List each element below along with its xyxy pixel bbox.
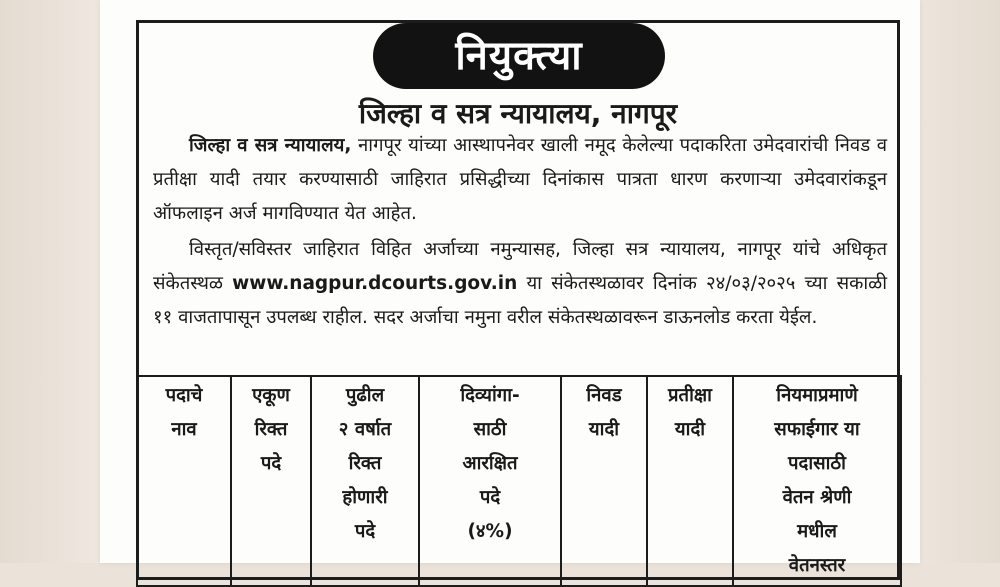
- paragraph-1-body: नागपूर यांच्या आस्थापनेवर खाली नमूद केलेल्या पदाकरिता उमेदवारांची निवड व प्रतीक्षा यादी तयार करण्यासाठी जाहिरात प्रसिद्धीच्या दिनांकास पात्रता धारण करणाऱ्या उमेदवारांकडून ऑफलाइन अर्ज मागविण्यात येत आहेत.: [153, 135, 887, 224]
- notice-heading: नियुक्त्या: [373, 23, 665, 89]
- table-header-row: [137, 376, 901, 586]
- newspaper-clipping: [100, 0, 920, 576]
- posts-table: [136, 375, 902, 587]
- notice-paragraph-1: [153, 129, 887, 231]
- paragraph-2-before: विस्तृत/सविस्तर जाहिरात विहित अर्जाच्या नमुन्यासह, जिल्हा सत्र न्यायालय, नागपूर यांचे अधिकृत संकेतस्थळ: [153, 239, 887, 294]
- notice-frame: [136, 20, 900, 580]
- header-total-vacancies: एकूण रिक्त पदे: [231, 376, 311, 586]
- header-disabled-reserved: दिव्यांगा- साठी आरक्षित पदे (४%): [419, 376, 561, 586]
- notice-paragraph-2: [153, 233, 887, 335]
- header-future-vacancies: पुढील २ वर्षात रिक्त होणारी पदे: [311, 376, 419, 586]
- paragraph-2-after: या संकेतस्थळावर दिनांक २४/०३/२०२५ च्या सकाळी ११ वाजतापासून उपलब्ध राहील. सदर अर्जाचा नमुना वरील संकेतस्थळावरून डाऊनलोड करता येईल.: [153, 273, 887, 328]
- header-selection-list: निवड यादी: [561, 376, 647, 586]
- website-link: www.nagpur.dcourts.gov.in: [232, 273, 518, 294]
- court-title: जिल्हा व सत्र न्यायालय, नागपूर: [358, 97, 678, 130]
- header-post-name: पदाचे नाव: [137, 376, 231, 586]
- paragraph-1-lead: जिल्हा व सत्र न्यायालय,: [189, 135, 352, 156]
- header-waiting-list: प्रतीक्षा यादी: [647, 376, 733, 586]
- header-pay-scale: नियमाप्रमाणे सफाईगार या पदासाठी वेतन श्रेणी मधील वेतनस्तर: [733, 376, 901, 586]
